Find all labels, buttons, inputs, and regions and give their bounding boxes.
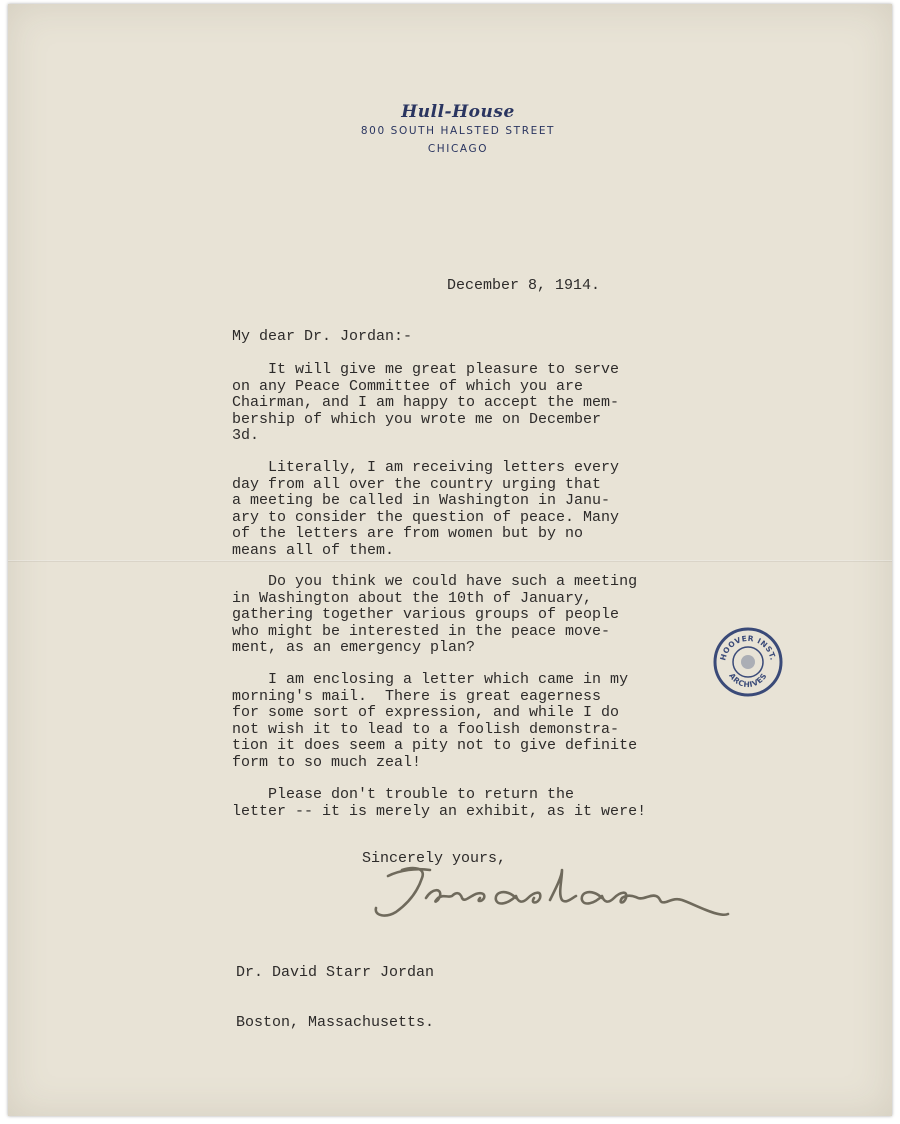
letter-page [8,4,892,1116]
stamp-top-text: HOOVER INST. [718,633,778,662]
svg-text:ARCHIVES [727,671,768,689]
handwritten-signature [366,858,736,928]
letterhead-name: Hull-House [401,102,515,122]
paper-fold-crease [8,560,892,562]
letterhead-city: CHICAGO [427,143,489,155]
recipient-name: Dr. David Starr Jordan [236,964,435,981]
stamp-bottom-text: ARCHIVES [727,671,769,690]
body-paragraph-4: I am enclosing a letter which came in my morning's mail. There is great eagerness for some sort of expression, and while I do not wish it to lead to a foolish demonstra- tion it does seem a pity not to give definite form to so much zeal! [232,671,638,771]
archive-stamp [712,626,784,698]
recipient-block [236,932,434,1048]
letterhead-address: 800 SOUTH HALSTED STREET [360,125,556,137]
salutation: My dear Dr. Jordan:- [232,328,413,345]
letterhead [308,102,608,158]
body-paragraph-1: It will give me great pleasure to serve on any Peace Committee of which you are Chairman, and I am happy to accept the mem- bership of which you wrote me on December 3d. [232,361,620,444]
body-paragraph-2: Literally, I am receiving letters every day from all over the country urging that a meeting be called in Washington in Janu- ary to consider the question of peace. Many of the letters are from women but by no means all of them. [232,459,620,559]
body-paragraph-5: Please don't trouble to return the letter -- it is merely an exhibit, as it were! [232,786,647,820]
body-paragraph-3: Do you think we could have such a meeting in Washington about the 10th of January, gathering together various groups of people who might be interested in the peace move- ment, as an emergency plan? [232,573,638,656]
letter-date: December 8, 1914. [447,277,601,294]
recipient-location: Boston, Massachusetts. [236,1013,435,1031]
closing: Sincerely yours, [362,850,507,867]
